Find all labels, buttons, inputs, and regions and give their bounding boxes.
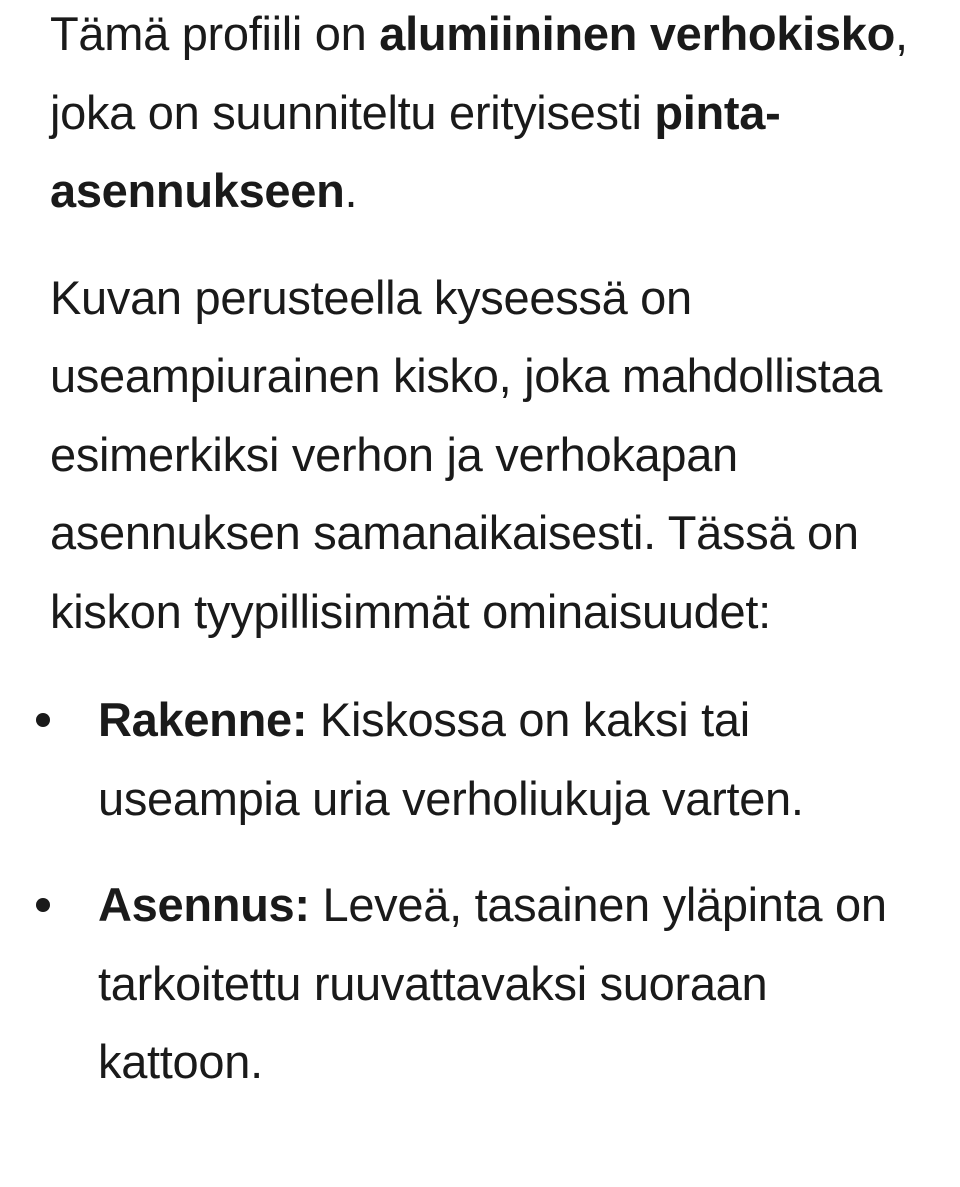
intro-paragraph xyxy=(50,0,930,231)
list-item-label: Rakenne: xyxy=(98,693,308,746)
list-item-text: Kiskossa on kaksi tai useampia uria verholiukuja varten. xyxy=(98,693,804,825)
list-item xyxy=(50,681,930,838)
message-content xyxy=(50,0,930,1102)
intro-text-2: , joka on suunniteltu erityisesti xyxy=(50,7,908,139)
intro-text-3: . xyxy=(344,164,358,217)
bullet-dot-icon xyxy=(36,713,50,727)
intro-text-1: Tämä profiili on xyxy=(50,7,380,60)
intro-bold-profile: alumiininen verhokisko xyxy=(379,7,896,60)
feature-list xyxy=(50,681,930,1102)
list-item xyxy=(50,866,930,1102)
bullet-dot-icon xyxy=(36,898,50,912)
list-item-text: Leveä, tasainen yläpinta on tarkoitettu ruuvattavaksi suoraan kattoon. xyxy=(98,878,887,1088)
description-paragraph: Kuvan perusteella kyseessä on useampiurainen kisko, joka mahdollistaa esimerkiksi verhon ja verhokapan asennuksen samanaikaisesti. Tässä on kiskon tyypillisimmät ominaisuudet: xyxy=(50,270,883,638)
intro-bold-mounting: pinta-asennukseen xyxy=(50,85,781,217)
list-item-label: Asennus: xyxy=(98,878,310,931)
